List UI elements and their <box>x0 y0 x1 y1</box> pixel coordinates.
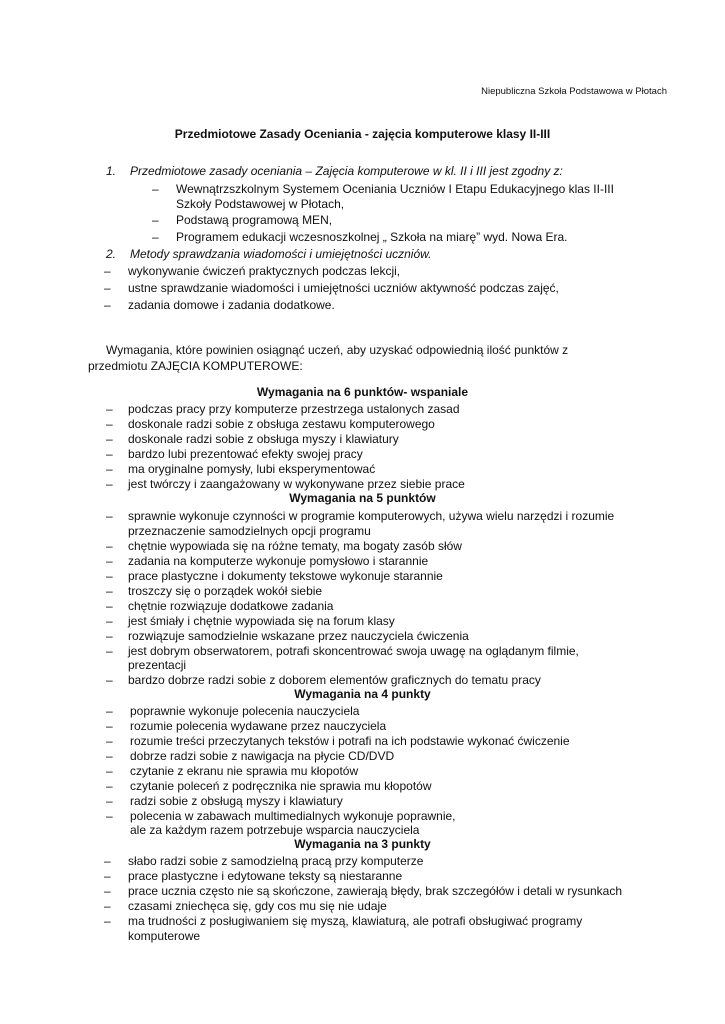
list-item-text: Wewnątrzszkolnym Systemem Oceniania Uczniów I Etapu Edukacyjnego klas II-III <box>176 182 614 196</box>
list-item-text: doskonale radzi sobie z obsługa myszy i klawiatury <box>128 432 399 446</box>
list-item-text: polecenia w zabawach multimedialnych wykonuje poprawnie, <box>130 809 456 823</box>
list-item-text: bardzo dobrze radzi sobie z doborem elementów graficznych do tematu pracy <box>128 673 541 687</box>
list-item-text: ustne sprawdzanie wiadomości i umiejętności uczniów aktywność podczas zajęć, <box>128 281 559 295</box>
dash-marker: – <box>104 281 111 295</box>
section-1-number: 1. <box>106 164 117 178</box>
dash-marker: – <box>106 539 113 553</box>
list-item-text: ale za każdym razem potrzebuje wsparcia nauczyciela <box>130 823 420 837</box>
dash-marker: – <box>106 809 113 823</box>
list-item-text: prezentacji <box>128 658 187 672</box>
list-item-text: ma oryginalne pomysły, lubi eksperymentować <box>128 462 376 476</box>
level-heading: Wymagania na 5 punktów <box>289 491 436 505</box>
level-heading: Wymagania na 3 punkty <box>294 837 431 851</box>
dash-marker: – <box>106 719 113 733</box>
dash-marker: – <box>104 854 111 868</box>
dash-marker: – <box>106 673 113 687</box>
level-heading: Wymagania na 6 punktów- wspaniale <box>256 385 469 399</box>
dash-marker: – <box>152 213 159 227</box>
list-item-text: jest dobrym obserwatorem, potrafi skoncentrować swoja uwagę na oglądanym filmie, <box>128 644 579 658</box>
list-item-text: rozumie polecenia wydawane przez nauczyciela <box>130 719 387 733</box>
list-item-text: czasami zniechęca się, gdy cos mu się nie udaje <box>128 899 387 913</box>
intro-line: Wymagania, które powinien osiągnąć uczeń, aby uzyskać odpowiednią ilość punktów z <box>106 343 569 357</box>
list-item-text: przeznaczenie samodzielnych opcji programu <box>128 524 371 538</box>
dash-marker: – <box>106 704 113 718</box>
list-item-text: podczas pracy przy komputerze przestrzega ustalonych zasad <box>128 402 460 416</box>
dash-marker: – <box>106 432 113 446</box>
list-item-text: jest śmiały i chętnie wypowiada się na forum klasy <box>128 614 395 628</box>
list-item-text: Szkoły Podstawowej w Płotach, <box>176 197 345 211</box>
dash-marker: – <box>106 477 113 491</box>
intro-line: przedmiotu ZAJĘCIA KOMPUTEROWE: <box>88 359 303 373</box>
list-item-text: ma trudności z posługiwaniem się myszą, klawiaturą, ale potrafi obsługiwać programy <box>128 914 583 928</box>
dash-marker: – <box>106 599 113 613</box>
list-item-text: słabo radzi sobie z samodzielną pracą przy komputerze <box>128 854 424 868</box>
list-item-text: rozwiązuje samodzielnie wskazane przez nauczyciela ćwiczenia <box>128 629 469 643</box>
list-item-text: bardzo lubi prezentować efekty swojej pracy <box>128 447 363 461</box>
list-item-text: Podstawą programową MEN, <box>176 213 333 227</box>
list-item-text: chętnie wypowiada się na różne tematy, ma bogaty zasób słów <box>128 539 462 553</box>
level-heading: Wymagania na 4 punkty <box>294 687 431 701</box>
list-item-text: prace plastyczne i edytowane teksty są niestaranne <box>128 869 403 883</box>
dash-marker: – <box>106 402 113 416</box>
document-title: Przedmiotowe Zasady Oceniania - zajęcia komputerowe klasy II-III <box>174 127 551 141</box>
dash-marker: – <box>104 914 111 928</box>
list-item-text: poprawnie wykonuje polecenia nauczyciela <box>130 704 360 718</box>
dash-marker: – <box>106 764 113 778</box>
list-item-text: Programem edukacji wczesnoszkolnej „ Szkoła na miarę” wyd. Nowa Era. <box>176 230 568 244</box>
dash-marker: – <box>106 749 113 763</box>
list-item-text: czytanie poleceń z podręcznika nie sprawia mu kłopotów <box>130 779 432 793</box>
dash-marker: – <box>106 462 113 476</box>
list-item-text: chętnie rozwiązuje dodatkowe zadania <box>128 599 334 613</box>
dash-marker: – <box>106 614 113 628</box>
dash-marker: – <box>104 264 111 278</box>
dash-marker: – <box>104 869 111 883</box>
list-item-text: zadania na komputerze wykonuje pomysłowo i starannie <box>128 554 429 568</box>
list-item-text: doskonale radzi sobie z obsługa zestawu komputerowego <box>128 417 435 431</box>
dash-marker: – <box>106 554 113 568</box>
list-item-text: czytanie z ekranu nie sprawia mu kłopotów <box>130 764 359 778</box>
dash-marker: – <box>104 899 111 913</box>
dash-marker: – <box>106 569 113 583</box>
dash-marker: – <box>106 447 113 461</box>
list-item-text: rozumie treści przeczytanych tekstów i potrafi na ich podstawie wykonać ćwiczenie <box>130 734 570 748</box>
dash-marker: – <box>106 584 113 598</box>
dash-marker: – <box>106 794 113 808</box>
dash-marker: – <box>106 629 113 643</box>
list-item-text: jest twórczy i zaangażowany w wykonywane przez siebie prace <box>128 477 465 491</box>
dash-marker: – <box>106 734 113 748</box>
section-2-text: Metody sprawdzania wiadomości i umiejętności uczniów. <box>130 247 432 261</box>
dash-marker: – <box>106 509 113 523</box>
dash-marker: – <box>104 298 111 312</box>
dash-marker: – <box>104 884 111 898</box>
list-item-text: prace plastyczne i dokumenty tekstowe wykonuje starannie <box>128 569 443 583</box>
section-1-text: Przedmiotowe zasady oceniania – Zajęcia komputerowe w kl. II i III jest zgodny z: <box>130 164 563 178</box>
list-item-text: sprawnie wykonuje czynności w programie komputerowych, używa wielu narzędzi i rozumie <box>128 509 615 523</box>
list-item-text: radzi sobie z obsługą myszy i klawiatury <box>130 794 343 808</box>
dash-marker: – <box>152 230 159 244</box>
list-item-text: troszczy się o porządek wokół siebie <box>128 584 323 598</box>
list-item-text: zadania domowe i zadania dodatkowe. <box>128 298 335 312</box>
section-2-number: 2. <box>106 247 117 261</box>
dash-marker: – <box>152 182 159 196</box>
dash-marker: – <box>106 644 113 658</box>
list-item-text: prace ucznia często nie są skończone, zawierają błędy, brak szczegółów i detali w rysunkach <box>128 884 623 898</box>
dash-marker: – <box>106 417 113 431</box>
dash-marker: – <box>106 779 113 793</box>
list-item-text: komputerowe <box>128 929 201 943</box>
list-item-text: dobrze radzi sobie z nawigacja na płycie CD/DVD <box>130 749 395 763</box>
list-item-text: wykonywanie ćwiczeń praktycznych podczas lekcji, <box>128 264 401 278</box>
school-header: Niepubliczna Szkoła Podstawowa w Płotach <box>481 86 667 97</box>
